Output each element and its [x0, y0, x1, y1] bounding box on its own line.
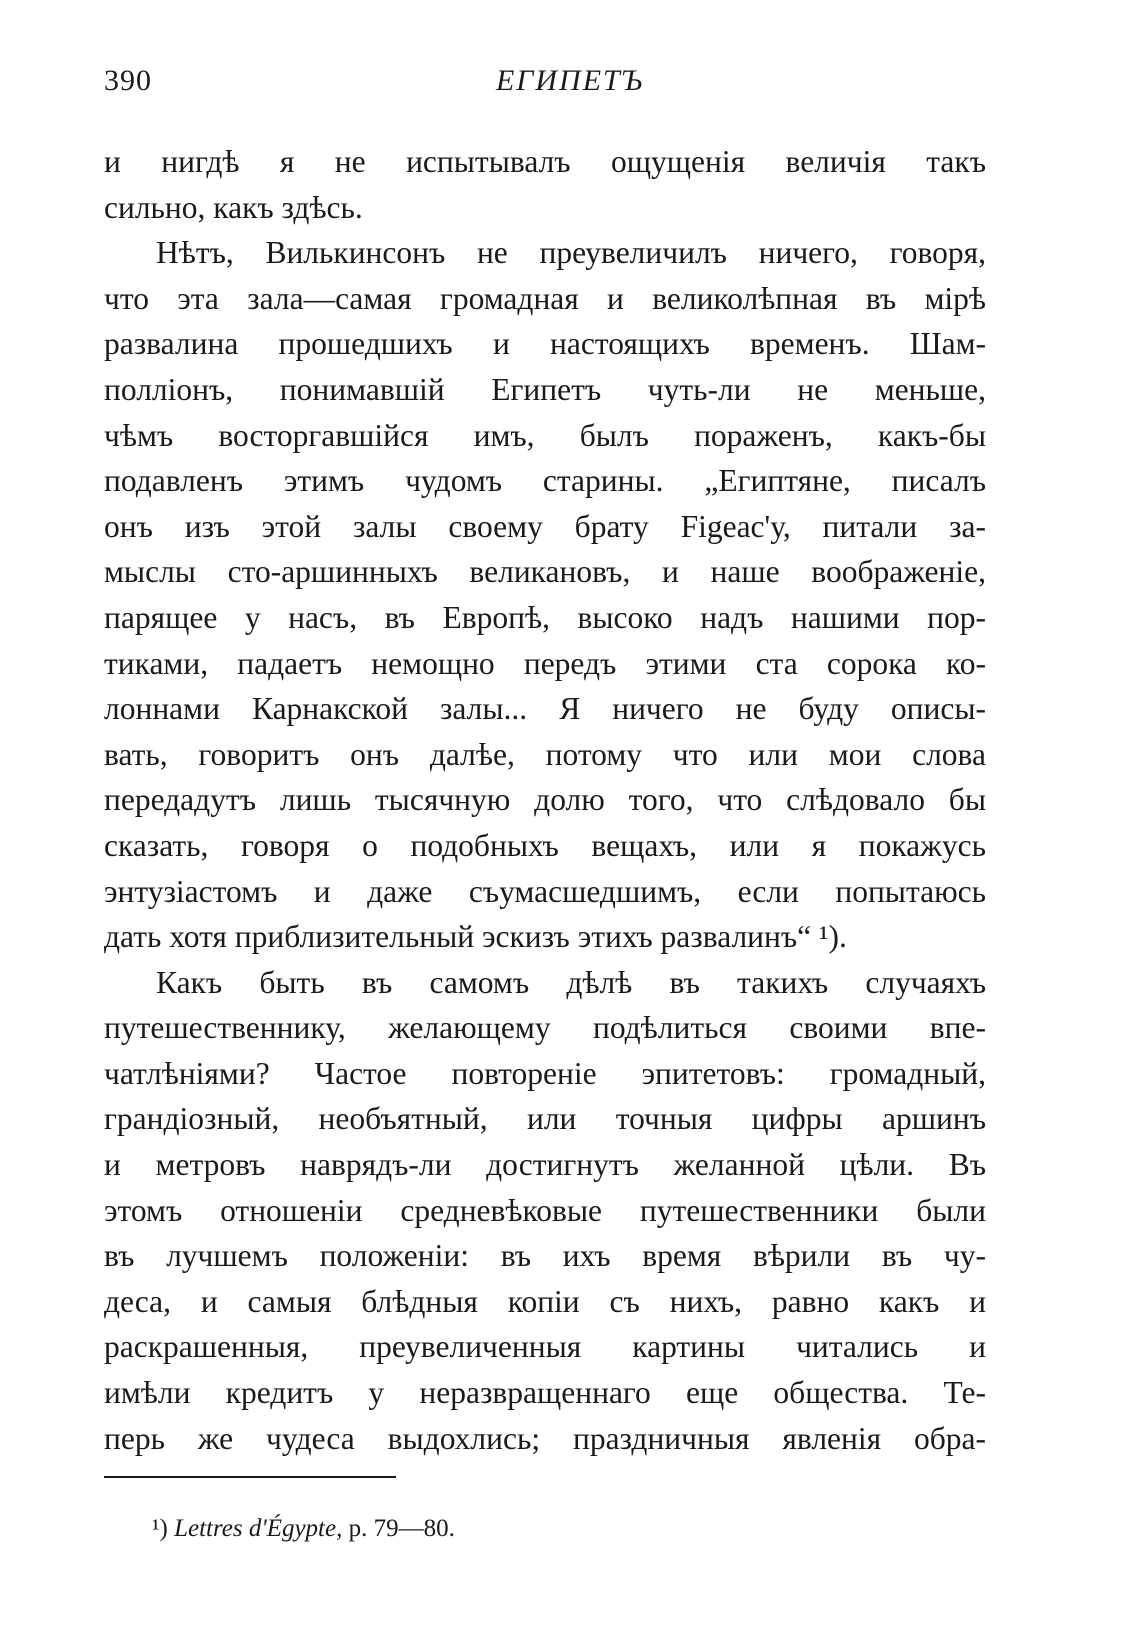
text-line: энтузіастомъ и даже съумасшедшимъ, если попытаюсь	[104, 873, 986, 909]
text-line: передадутъ лишь тысячную долю того, что слѣдовало бы	[104, 782, 986, 818]
text-line: подавленъ этимъ чудомъ старины. „Египтяне, писалъ	[104, 463, 986, 499]
body-text	[104, 139, 986, 1461]
text-line: вать, говоритъ онъ далѣе, потому что или мои слова	[104, 736, 986, 772]
footnote-pages: p. 79—80.	[348, 1515, 455, 1542]
text-line: путешественнику, желающему подѣлиться своими впе-	[104, 1010, 986, 1046]
footnote-source-title: Lettres d'Égypte,	[174, 1515, 343, 1542]
text-line: деса, и самыя блѣдныя копіи съ нихъ, равно какъ и	[104, 1283, 986, 1319]
text-line: грандіозный, необъятный, или точныя цифры аршинъ	[104, 1101, 986, 1137]
text-line: что эта зала—самая громадная и великолѣпная въ мірѣ	[104, 280, 986, 316]
text-line: дать хотя приблизительный эскизъ этихъ развалинъ“ ¹).	[104, 919, 847, 955]
text-line: этомъ отношеніи средневѣковые путешественники были	[104, 1192, 986, 1228]
footnote-marker: ¹)	[152, 1515, 168, 1542]
page-number: 390	[104, 64, 152, 97]
text-line: тиками, падаетъ немощно передъ этими ста сорока ко-	[104, 645, 986, 681]
text-line: Нѣтъ, Вилькинсонъ не преувеличилъ ничего, говоря,	[156, 235, 986, 271]
text-line: чѣмъ восторгавшійся имъ, былъ пораженъ, какъ-бы	[104, 417, 986, 453]
text-line: лоннами Карнакской залы... Я ничего не буду описы-	[104, 691, 986, 727]
text-line: въ лучшемъ положеніи: въ ихъ время вѣрили въ чу-	[104, 1238, 986, 1274]
running-title: ЕГИПЕТЪ	[495, 64, 644, 97]
footnote	[152, 1512, 455, 1546]
paragraph-1	[104, 139, 986, 230]
text-line: перь же чудеса выдохлись; праздничныя явленія обра-	[104, 1420, 986, 1456]
text-line: раскрашенныя, преувеличенныя картины читались и	[104, 1329, 986, 1365]
paragraph-3	[104, 960, 986, 1462]
text-line: парящее у насъ, въ Европѣ, высоко надъ нашими пор-	[104, 599, 986, 635]
text-line: сильно, какъ здѣсь.	[104, 189, 363, 225]
text-line: сказать, говоря о подобныхъ вещахъ, или я покажусь	[104, 827, 986, 863]
text-line: полліонъ, понимавшій Египетъ чуть-ли не меньше,	[104, 371, 986, 407]
text-line: и нигдѣ я не испытывалъ ощущенія величія такъ	[104, 144, 986, 179]
text-line: чатлѣніями? Частое повтореніе эпитетовъ: громадный,	[104, 1055, 986, 1091]
footnote-divider	[104, 1476, 396, 1478]
text-line: Какъ быть въ самомъ дѣлѣ въ такихъ случаяхъ	[156, 964, 986, 1000]
text-line: развалина прошедшихъ и настоящихъ временъ. Шам-	[104, 326, 986, 362]
text-line: мыслы сто-аршинныхъ великановъ, и наше воображеніе,	[104, 554, 986, 590]
text-line: имѣли кредитъ у неразвращеннаго еще общества. Те-	[104, 1375, 986, 1411]
text-line: и метровъ наврядъ-ли достигнутъ желанной цѣли. Въ	[104, 1147, 986, 1183]
text-line: онъ изъ этой залы своему брату Figeac'у, питали за-	[104, 508, 986, 544]
paragraph-2	[104, 230, 986, 960]
